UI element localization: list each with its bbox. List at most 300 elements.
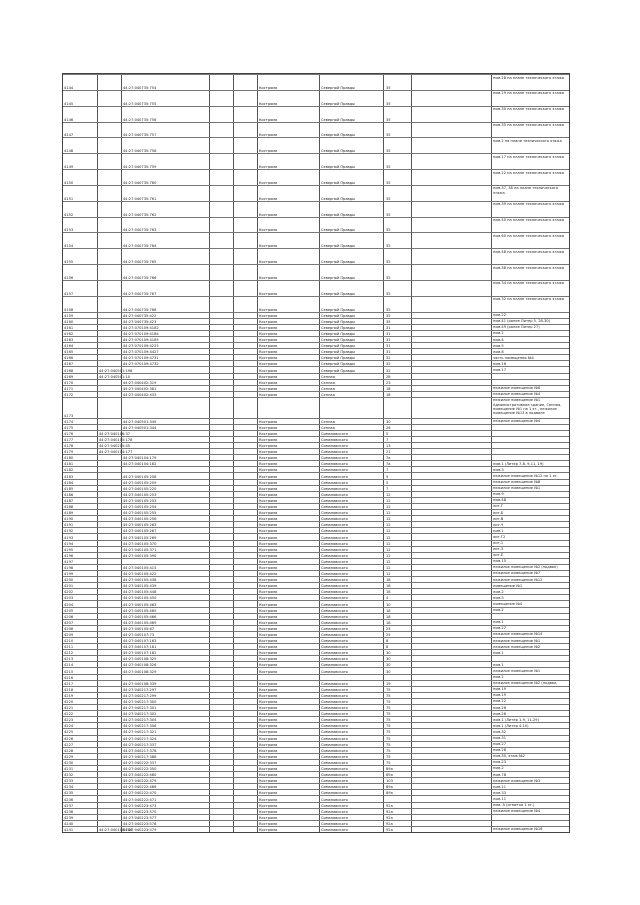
table-row [63, 280, 569, 296]
city-name: Кострома [259, 541, 278, 546]
city-name: Кострома [259, 785, 278, 790]
house-number: 92а [386, 815, 393, 820]
street-name: Симановского [321, 718, 348, 723]
row-number: 4230 [64, 760, 74, 765]
row-number: 4222 [64, 712, 74, 717]
premises-note: пом.30 на плане технического этажа [493, 107, 565, 112]
street-name: Симановского [321, 693, 348, 698]
house-number: 35 [386, 313, 391, 318]
premises-note: лит.Ч [493, 522, 504, 527]
city-name: Кострома [259, 291, 278, 296]
house-number: 32 [386, 368, 391, 373]
premises-note: пом.49 (ранее Литер 27) [493, 325, 540, 330]
alt-code: 44:27:040108:784 [99, 827, 133, 832]
cadastral-number: 44:27:070109:4731 [123, 356, 159, 361]
premises-note: нежилое помещение №8 [493, 480, 541, 485]
city-name: Кострома [259, 117, 278, 122]
row-number: 4223 [64, 718, 74, 723]
house-number: 35 [386, 196, 391, 201]
house-number: 18 [386, 386, 391, 391]
city-name: Кострома [259, 669, 278, 674]
premises-note: пом.11 [493, 796, 506, 801]
premises-note: нежилое помещение №6 [493, 386, 541, 391]
row-number: 4214 [64, 663, 74, 668]
house-number: 89а [386, 785, 393, 790]
row-number: 4218 [64, 687, 74, 692]
alt-code: 44:27:040106:37 [99, 431, 131, 436]
street-name: Симановского [321, 645, 348, 650]
row-number: 4184 [64, 480, 74, 485]
premises-note: пом.19 [493, 693, 506, 698]
premises-note: пом.9 [493, 492, 504, 497]
city-name: Кострома [259, 584, 278, 589]
city-name: Кострома [259, 535, 278, 540]
row-number: 4228 [64, 748, 74, 753]
row-number: 4159 [64, 313, 74, 318]
row-number: 4155 [64, 260, 74, 265]
row-number: 4187 [64, 498, 74, 503]
premises-note: пом.39 на плане технического этажа [493, 202, 565, 207]
premises-note: пом.8 [493, 349, 504, 354]
premises-note: пом.1 [493, 650, 504, 655]
house-number: 12 [386, 511, 391, 516]
table-row [63, 153, 569, 169]
row-number: 4238 [64, 809, 74, 814]
city-name: Кострома [259, 687, 278, 692]
city-name: Кострома [259, 505, 278, 510]
row-number: 4200 [64, 578, 74, 583]
house-number: 5 [386, 474, 389, 479]
street-name: Северной Правды [321, 101, 355, 106]
house-number: 18 [386, 608, 391, 613]
cadastral-number: 44:27:040501:349 [123, 419, 157, 424]
city-name: Кострома [259, 718, 278, 723]
house-number: 35 [386, 228, 391, 233]
street-name: Симановского [321, 797, 348, 802]
table-row [63, 296, 569, 312]
street-name: Северной Правды [321, 291, 355, 296]
house-number: 18 [386, 590, 391, 595]
premises-note: пом.48 на плане технического этажа [493, 249, 565, 254]
street-name: Симановского [321, 590, 348, 595]
premises-note: нежилое помещение №4 [493, 392, 541, 397]
house-number: 35 [386, 180, 391, 185]
premises-note: пом.1 [493, 662, 504, 667]
row-number: 4150 [64, 180, 74, 185]
premises-note: пом.2 [493, 675, 504, 680]
street-name: Симановского [321, 535, 348, 540]
alt-code: 44:27:040501:198 [99, 368, 133, 373]
row-number: 4196 [64, 553, 74, 558]
table-row [63, 137, 569, 153]
cadastral-number: 44:27:040105:259 [123, 480, 157, 485]
city-name: Кострома [259, 700, 278, 705]
city-name: Кострома [259, 773, 278, 778]
house-number: 30 [386, 663, 391, 668]
house-number: 35 [386, 101, 391, 106]
premises-note: пом.37, 38 на плане технического этажа [493, 186, 559, 195]
city-name: Кострома [259, 196, 278, 201]
street-name: Симановского [321, 815, 348, 820]
table-row [63, 826, 569, 832]
cadastral-number: 44:27:040108:339 [123, 681, 157, 686]
cadastral-number: 44:27:040105:469 [123, 620, 157, 625]
cadastral-number: 44:27:040105:422 [123, 572, 157, 577]
street-name: Симановского [321, 712, 348, 717]
row-number: 4177 [64, 438, 74, 443]
premises-note: пом. А (отметка 1 эт.) [493, 803, 535, 808]
cadastral-number: 44:27:040501:344 [123, 425, 157, 430]
street-name: Сенная [321, 374, 335, 379]
cadastral-number: 44:27:040217:306 [123, 724, 157, 729]
table-row [63, 106, 569, 122]
cadastral-number: 44:27:040105:370 [123, 541, 157, 546]
premises-note: пом.15 [493, 559, 506, 564]
row-number: 4234 [64, 785, 74, 790]
street-name: Симановского [321, 730, 348, 735]
cadastral-number: 44:27:040108:326 [123, 663, 157, 668]
house-number: 12 [386, 541, 391, 546]
street-name: Северной Правды [321, 180, 355, 185]
table-row [63, 74, 569, 90]
cadastral-number: 44:27:040217:337 [123, 742, 157, 747]
city-name: Кострома [259, 614, 278, 619]
cadastral-number: 44:27:040402:319 [123, 380, 157, 385]
premises-note: пом.27 [493, 626, 506, 631]
house-number: 92а [386, 809, 393, 814]
street-name: Симановского [321, 486, 348, 491]
house-number: 75 [386, 687, 391, 692]
premises-note: пом.29 на плане технического этажа [493, 91, 565, 96]
premises-note: пом.16 [493, 361, 506, 366]
cadastral-number: 44:27:040735:422 [123, 313, 157, 318]
city-name: Кострома [259, 693, 278, 698]
city-name: Кострома [259, 344, 278, 349]
house-number: 89а [386, 773, 393, 778]
row-number: 4226 [64, 736, 74, 741]
street-name: Симановского [321, 462, 348, 467]
cadastral-number: 44:27:040222:337 [123, 760, 157, 765]
cadastral-number: 44:27:040217:299 [123, 693, 157, 698]
row-number: 4172 [64, 392, 74, 397]
house-number: 32 [386, 356, 391, 361]
house-number: 35 [386, 319, 391, 324]
row-number: 4157 [64, 291, 74, 296]
house-number: 12 [386, 529, 391, 534]
premises-note: нежилое помещение №4 [493, 809, 541, 814]
cadastral-number: 44:27:070109:4225 [123, 344, 159, 349]
city-name: Кострома [259, 275, 278, 280]
premises-note: пом.41 (ранее Литер 5, 28-30) [493, 319, 551, 324]
street-name: Симановского [321, 572, 348, 577]
row-number: 4178 [64, 444, 74, 449]
street-name: Симановского [321, 498, 348, 503]
house-number: 89а [386, 791, 393, 796]
street-name: Сенная [321, 392, 335, 397]
city-name: Кострома [259, 474, 278, 479]
row-number: 4204 [64, 602, 74, 607]
house-number: 12 [386, 517, 391, 522]
row-number: 4154 [64, 244, 74, 249]
row-number: 4144 [64, 85, 74, 90]
city-name: Кострома [259, 331, 278, 336]
premises-note: пом.40 на плане технического этажа [493, 218, 565, 223]
house-number: 35 [386, 149, 391, 154]
street-name: Сенная [321, 425, 335, 430]
row-number: 4167 [64, 362, 74, 367]
house-number: 75 [386, 700, 391, 705]
house-number: 75 [386, 712, 391, 717]
house-number: 7 [386, 468, 389, 473]
premises-note: пом.22 [493, 699, 506, 704]
house-number: 7 [386, 438, 389, 443]
row-number: 4212 [64, 651, 74, 656]
city-name: Кострома [259, 639, 278, 644]
street-name: Симановского [321, 821, 348, 826]
city-name: Кострома [259, 244, 278, 249]
street-name: Симановского [321, 809, 348, 814]
cadastral-number: 44:27:040222:471 [123, 797, 157, 802]
table-row [63, 122, 569, 138]
premises-note: помещение №1 [493, 583, 523, 588]
street-name: Северной Правды [321, 344, 355, 349]
row-number: 4166 [64, 356, 74, 361]
house-number: 31 [386, 325, 391, 330]
row-number: 4170 [64, 380, 74, 385]
table-row [63, 185, 569, 201]
premises-note: помещение №4 [493, 601, 523, 606]
city-name: Кострома [259, 663, 278, 668]
city-name: Кострома [259, 380, 278, 385]
premises-note: пом.2 [493, 608, 504, 613]
street-name: Симановского [321, 681, 348, 686]
premises-note: пом.28 на плане технического этажа [493, 75, 565, 80]
cadastral-number: 44:27:040217:302 [123, 712, 157, 717]
premises-note: пом.22 на плане технического этажа [493, 170, 565, 175]
house-number: 12 [386, 498, 391, 503]
row-number: 4162 [64, 331, 74, 336]
house-number: 92а [386, 827, 393, 832]
cadastral-number: 44:27:040223:473 [123, 803, 157, 808]
row-number: 4225 [64, 730, 74, 735]
house-number: 30 [386, 657, 391, 662]
city-name: Кострома [259, 620, 278, 625]
street-name: Симановского [321, 803, 348, 808]
row-number: 4241 [64, 827, 74, 832]
street-name: Симановского [321, 559, 348, 564]
city-name: Кострома [259, 651, 278, 656]
street-name: Сенная [321, 380, 335, 385]
city-name: Кострома [259, 724, 278, 729]
city-name: Кострома [259, 626, 278, 631]
street-name: Симановского [321, 438, 348, 443]
premises-note: нежилое помещение №14 [493, 632, 543, 637]
alt-code: 44:27:040205:45 [99, 444, 131, 449]
street-name: Северной Правды [321, 307, 355, 312]
alt-code: 44:27:040104:177 [99, 450, 133, 455]
house-number: 30 [386, 419, 391, 424]
premises-note: пом.60 на плане технического этажа [493, 233, 565, 238]
cadastral-number: 44:27:070109:4185 [123, 338, 159, 343]
row-number: 4191 [64, 523, 74, 528]
street-name: Симановского [321, 547, 348, 552]
house-number: 30 [386, 669, 391, 674]
cadastral-number: 44:27:040222:460 [123, 773, 157, 778]
row-number: 4237 [64, 803, 74, 808]
house-number: 7 [386, 486, 389, 491]
table-row [63, 201, 569, 217]
premises-note: нежилое помещение №1 Административное здание, Сенная, помещение №1 на 1 эт., нежилое помещение №13 в подвале [493, 398, 562, 416]
cadastral-number: 44:27:040735:423 [123, 319, 157, 324]
street-name: Северной Правды [321, 85, 355, 90]
cadastral-number: 44:27:040735:755 [123, 101, 157, 106]
cadastral-number: 44:27:040104:182 [123, 462, 157, 467]
street-name: Симановского [321, 468, 348, 473]
street-name: Симановского [321, 565, 348, 570]
house-number: 12 [386, 492, 391, 497]
row-number: 4175 [64, 425, 74, 430]
city-name: Кострома [259, 260, 278, 265]
row-number: 4173 [64, 413, 74, 418]
city-name: Кострома [259, 748, 278, 753]
cadastral-number: 44:27:040222:486 [123, 785, 157, 790]
house-number: 5 [386, 431, 389, 436]
street-name: Симановского [321, 602, 348, 607]
alt-code: 44:27:040501:10 [99, 374, 131, 379]
street-name: Северной Правды [321, 331, 355, 336]
house-number: 75 [386, 730, 391, 735]
city-name: Кострома [259, 633, 278, 637]
cadastral-number: 44:27:040104:179 [123, 456, 157, 461]
cadastral-number: 44:27:040105:253 [123, 498, 157, 503]
city-name: Кострома [259, 596, 278, 601]
row-number: 4197 [64, 559, 74, 564]
house-number: 75 [386, 724, 391, 729]
row-number: 4199 [64, 572, 74, 577]
premises-note: лит.3 [493, 547, 504, 552]
premises-note: пом.32 на плане технического этажа [493, 297, 565, 302]
premises-note: нежилое помещение №12 на 1 эт. [493, 473, 558, 478]
street-name: Симановского [321, 517, 348, 522]
house-number: 75 [386, 736, 391, 741]
row-number: 4181 [64, 462, 74, 467]
street-name: Северной Правды [321, 212, 355, 217]
cadastral-number: 44:27:040105:255 [123, 511, 157, 516]
cadastral-number: 44:27:040735:756 [123, 117, 157, 122]
city-name: Кострома [259, 468, 278, 473]
cadastral-number: 44:27:040107:181 [123, 645, 157, 650]
row-number: 4206 [64, 614, 74, 619]
cadastral-number: 44:27:040217:301 [123, 706, 157, 711]
row-number: 4203 [64, 596, 74, 601]
street-name: Симановского [321, 700, 348, 705]
street-name: Сенная [321, 419, 335, 424]
premises-note: пом.28 [493, 748, 506, 753]
row-number: 4160 [64, 319, 74, 324]
house-number: 12 [386, 505, 391, 510]
row-number: 4190 [64, 517, 74, 522]
city-name: Кострома [259, 803, 278, 808]
premises-note: лит.Г2 [493, 534, 506, 539]
house-number: 26 [386, 425, 391, 430]
city-name: Кострома [259, 486, 278, 491]
row-number: 4198 [64, 565, 74, 570]
premises-note: лит.Е [493, 553, 504, 558]
cadastral-number: 44:27:040105:448 [123, 590, 157, 595]
street-name: Симановского [321, 785, 348, 790]
house-number: 13 [386, 444, 391, 449]
city-name: Кострома [259, 480, 278, 485]
premises-note: пом.1 [493, 528, 504, 533]
house-number: 19 [386, 681, 391, 686]
cadastral-number: 44:27:070109:4427 [123, 350, 159, 355]
city-name: Кострома [259, 730, 278, 735]
row-number: 4193 [64, 535, 74, 540]
row-number: 4146 [64, 117, 74, 122]
house-number: 10 [386, 602, 391, 607]
row-number: 4207 [64, 620, 74, 625]
house-number: 31 [386, 338, 391, 343]
house-number: 35 [386, 244, 391, 249]
house-number: 25 [386, 626, 391, 631]
house-number: 35 [386, 307, 391, 312]
street-name: Северной Правды [321, 313, 355, 318]
city-name: Кострома [259, 590, 278, 595]
street-name: Симановского [321, 827, 348, 832]
city-name: Кострома [259, 362, 278, 367]
street-name: Симановского [321, 736, 348, 741]
house-number: 30 [386, 651, 391, 656]
city-name: Кострома [259, 706, 278, 711]
city-name: Кострома [259, 681, 278, 686]
city-name: Кострома [259, 165, 278, 170]
city-name: Кострома [259, 101, 278, 106]
street-name: Симановского [321, 608, 348, 613]
city-name: Кострома [259, 657, 278, 662]
house-number: 75 [386, 754, 391, 759]
premises-note: пом.27 [493, 742, 506, 747]
street-name: Северной Правды [321, 165, 355, 170]
city-name: Кострома [259, 760, 278, 765]
row-number: 4205 [64, 608, 74, 613]
row-number: 4188 [64, 505, 74, 510]
city-name: Кострома [259, 553, 278, 558]
cadastral-number: 44:27:040105:67 [123, 626, 155, 631]
city-name: Кострома [259, 602, 278, 607]
cadastral-number: 44:27:040735:759 [123, 165, 157, 170]
street-name: Симановского [321, 760, 348, 765]
premises-note: пом.48 [493, 498, 506, 503]
cadastral-number: 44:27:040105:450 [123, 596, 157, 601]
street-name: Симановского [321, 620, 348, 625]
city-name: Кострома [259, 498, 278, 503]
row-number: 4227 [64, 742, 74, 747]
premises-note: нежилое помещение №7 [493, 571, 541, 576]
row-number: 4171 [64, 386, 74, 391]
street-name: Симановского [321, 742, 348, 747]
premises-note: пом.31 [493, 736, 506, 740]
premises-note: нежилое помещение №1 [493, 668, 541, 673]
table-row [63, 264, 569, 280]
table-row [63, 169, 569, 185]
premises-note: нежилое помещение №12 [493, 577, 543, 582]
cadastral-number: 44:27:070109:4184 [123, 331, 159, 336]
row-number: 4145 [64, 101, 74, 106]
house-number: 35 [386, 275, 391, 280]
house-number: 28 [386, 374, 391, 379]
house-number: 4 [386, 596, 389, 601]
premises-note: пом.35 на плане технического этажа [493, 123, 565, 128]
